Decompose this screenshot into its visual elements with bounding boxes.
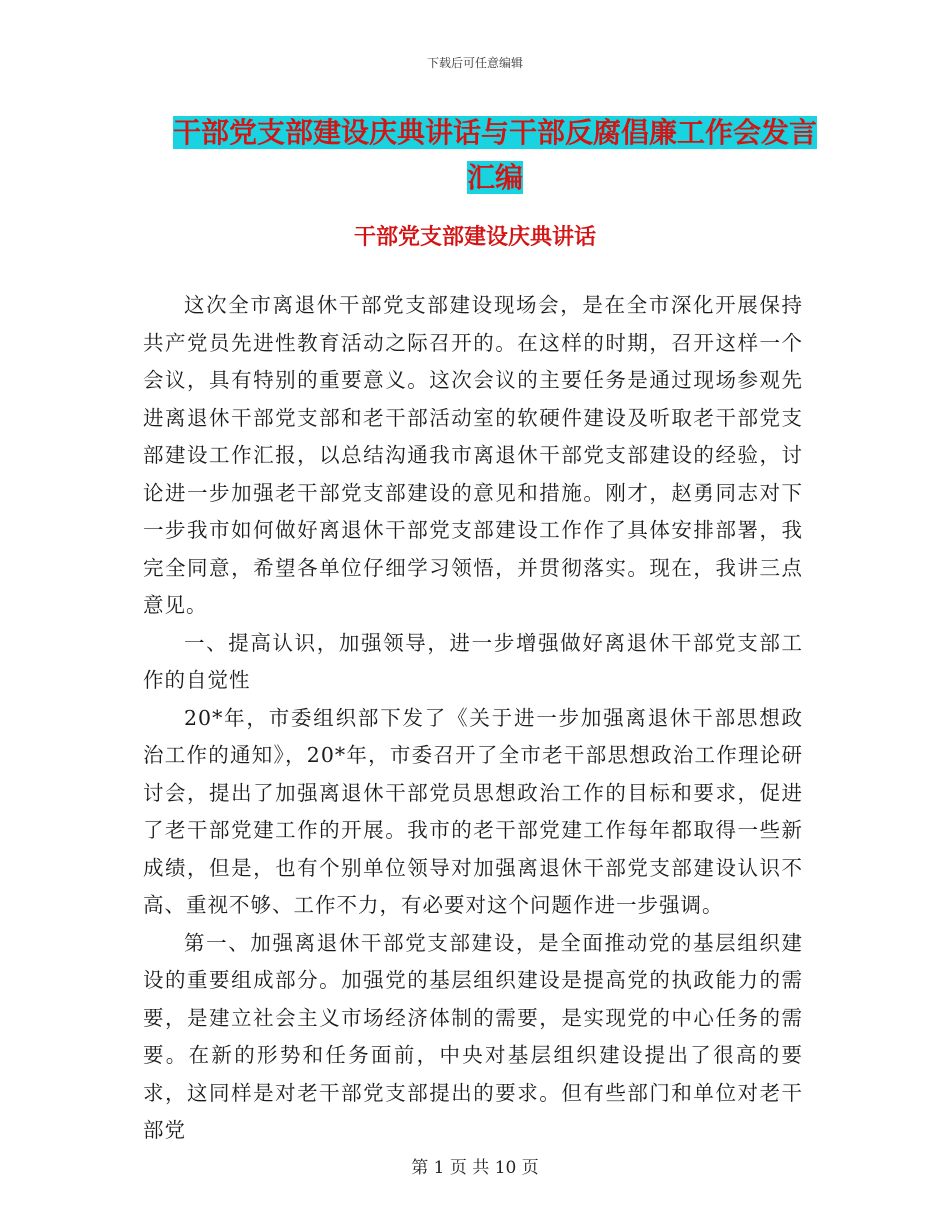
main-title	[150, 110, 840, 200]
section-title: 干部党支部建设庆典讲话	[353, 224, 596, 250]
main-title-line-2: 汇编	[466, 161, 523, 194]
paragraph: 这次全市离退休干部党支部建设现场会，是在全市深化开展保持共产党员先进性教育活动之际召开的。在这样的时期，召开这样一个会议，具有特别的重要意义。这次会议的主要任务是通过现场参观先进离退休干部党支部和老干部活动室的软硬件建设及听取老干部党支部建设工作汇报，以总结沟通我市离退休干部党支部建设的经验，讨论进一步加强老干部党支部建设的意见和措施。刚才，赵勇同志对下一步我市如何做好离退休干部党支部建设工作作了具体安排部署，我完全同意，希望各单位仔细学习领悟，并贯彻落实。现在，我讲三点意见。	[143, 293, 803, 617]
body-text	[143, 287, 803, 1150]
main-title-line-1: 干部党支部建设庆典讲话与干部反腐倡廉工作会发言	[172, 116, 817, 149]
paragraph: 20*年，市委组织部下发了《关于进一步加强离退休干部思想政治工作的通知》，20*年，市委召开了全市老干部思想政治工作理论研讨会，提出了加强离退休干部党员思想政治工作的目标和要求，促进了老干部党建工作的开展。我市的老干部党建工作每年都取得一些新成绩，但是，也有个别单位领导对加强离退休干部党支部建设认识不高、重视不够、工作不力，有必要对这个问题作进一步强调。	[143, 705, 803, 917]
paragraph: 第一、加强离退休干部党支部建设，是全面推动党的基层组织建设的重要组成部分。加强党的基层组织建设是提高党的执政能力的需要，是建立社会主义市场经济体制的需要，是实现党的中心任务的需要。在新的形势和任务面前，中央对基层组织建设提出了很高的要求，这同样是对老干部党支部提出的要求。但有些部门和单位对老干部党	[143, 930, 803, 1142]
header-note: 下载后可任意编辑	[426, 56, 523, 70]
paragraph-heading: 一、提高认识，加强领导，进一步增强做好离退休干部党支部工作的自觉性	[143, 630, 803, 692]
page-number-footer: 第 1 页 共 10 页	[411, 1158, 539, 1178]
